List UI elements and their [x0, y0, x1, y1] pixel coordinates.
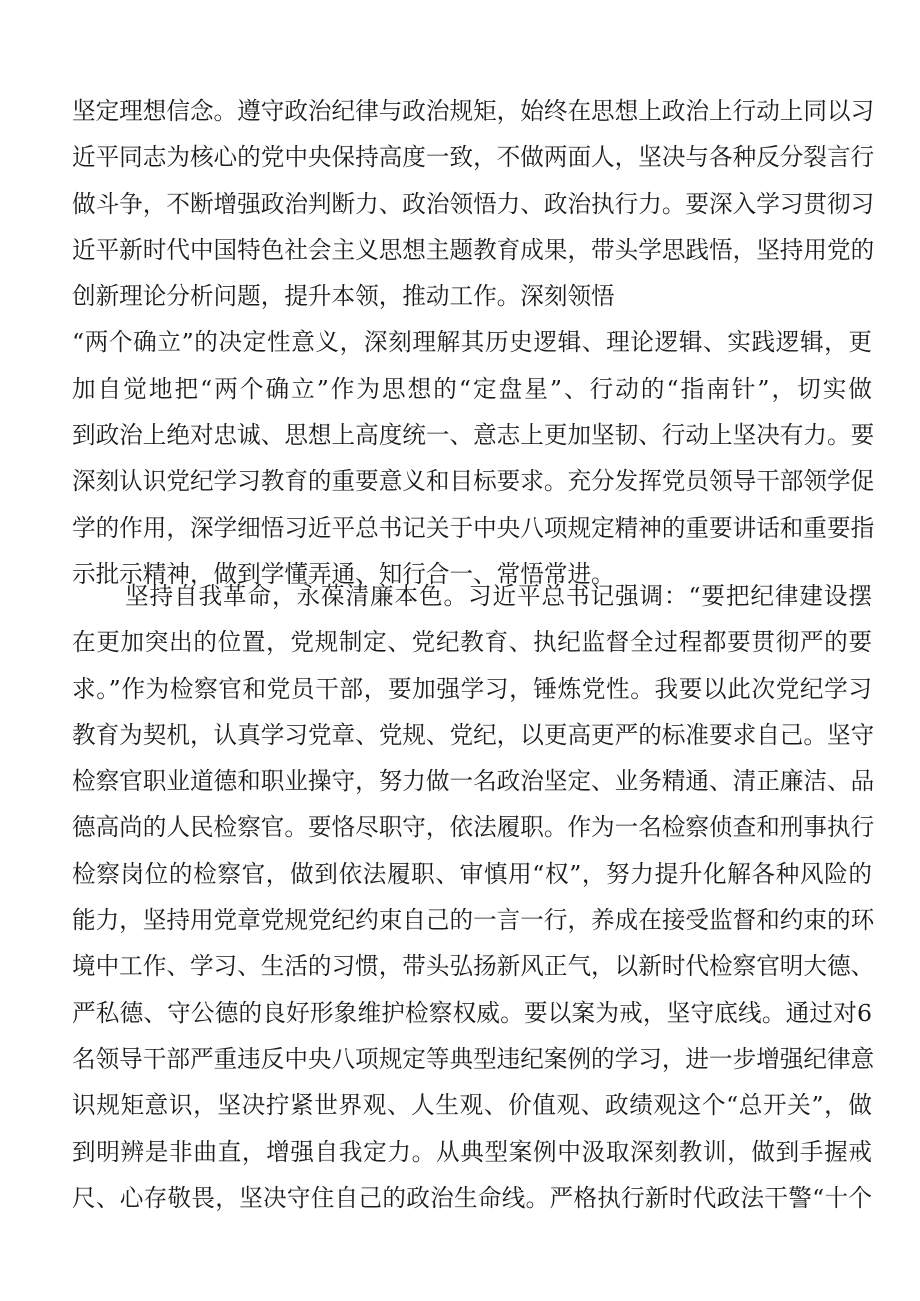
paragraph-line: 近平新时代中国特色社会主义思想主题教育成果，带头学思践悟，坚持用党的	[72, 235, 875, 264]
paragraph-line: 在更加突出的位置，党规制定、党纪教育、执纪监督全过程都要贯彻严的要	[72, 628, 872, 657]
paragraph-line: 坚定理想信念。遵守政治纪律与政治规矩，始终在思想上政治上行动上同以习	[72, 97, 875, 125]
paragraph-line: 求。”作为检察官和党员干部，要加强学习，锤炼党性。我要以此次党纪学习	[72, 674, 872, 703]
paragraph-line: 名领导干部严重违反中央八项规定等典型违纪案例的学习，进一步增强纪律意	[72, 1044, 875, 1073]
paragraph-line: 近平同志为核心的党中央保持高度一致，不做两面人，坚决与各种反分裂言行	[72, 143, 875, 172]
paragraph-line: 德高尚的人民检察官。要恪尽职守，依法履职。作为一名检察侦查和刑事执行	[72, 813, 875, 842]
paragraph-line: 做斗争，不断增强政治判断力、政治领悟力、政治执行力。要深入学习贯彻习	[72, 189, 875, 218]
paragraph-line: 加自觉地把“两个确立”作为思想的“定盘星”、行动的“指南针”，切实做	[72, 374, 872, 403]
paragraph-2	[72, 573, 875, 1221]
paragraph-line: “两个确立”的决定性意义，深刻理解其历史逻辑、理论逻辑、实践逻辑，更	[72, 328, 872, 357]
paragraph-line: 检察官职业道德和职业操守，努力做一名政治坚定、业务精通、清正廉洁、品	[72, 767, 875, 796]
paragraph-line: 深刻认识党纪学习教育的重要意义和目标要求。充分发挥党员领导干部领学促	[72, 467, 875, 496]
paragraph-line: 尺、心存敬畏，坚决守住自己的政治生命线。严格执行新时代政法干警“十个	[72, 1183, 872, 1212]
paragraph-line: 学的作用，深学细悟习近平总书记关于中央八项规定精神的重要讲话和重要指	[72, 513, 875, 542]
paragraph-line: 境中工作、学习、生活的习惯，带头弘扬新风正气，以新时代检察官明大德、	[72, 952, 875, 981]
paragraph-line: 创新理论分析问题，提升本领，推动工作。深刻领悟	[72, 282, 615, 311]
paragraph-line: 检察岗位的检察官，做到依法履职、审慎用“权”，努力提升化解各种风险的	[72, 859, 872, 888]
paragraph-line: 能力，坚持用党章党规党纪约束自己的一言一行，养成在接受监督和约束的环	[72, 906, 875, 935]
paragraph-line: 坚持自我革命，永葆清廉本色。习近平总书记强调：“要把纪律建设摆	[125, 582, 872, 610]
paragraph-line: 到政治上绝对忠诚、思想上高度统一、意志上更加坚韧、行动上坚决有力。要	[72, 421, 875, 450]
paragraph-1	[72, 88, 875, 597]
paragraph-line: 严私德、守公德的良好形象维护检察权威。要以案为戒，坚守底线。通过对6	[72, 998, 872, 1027]
paragraph-line: 识规矩意识，坚决拧紧世界观、人生观、价值观、政绩观这个“总开关”，做	[72, 1091, 872, 1120]
paragraph-line: 教育为契机，认真学习党章、党规、党纪，以更高更严的标准要求自己。坚守	[72, 720, 875, 749]
paragraph-line: 示批示精神，做到学懂弄通、知行合一、常悟常进。	[72, 559, 615, 588]
paragraph-line: 到明辨是非曲直，增强自我定力。从典型案例中汲取深刻教训，做到手握戒	[72, 1137, 872, 1166]
